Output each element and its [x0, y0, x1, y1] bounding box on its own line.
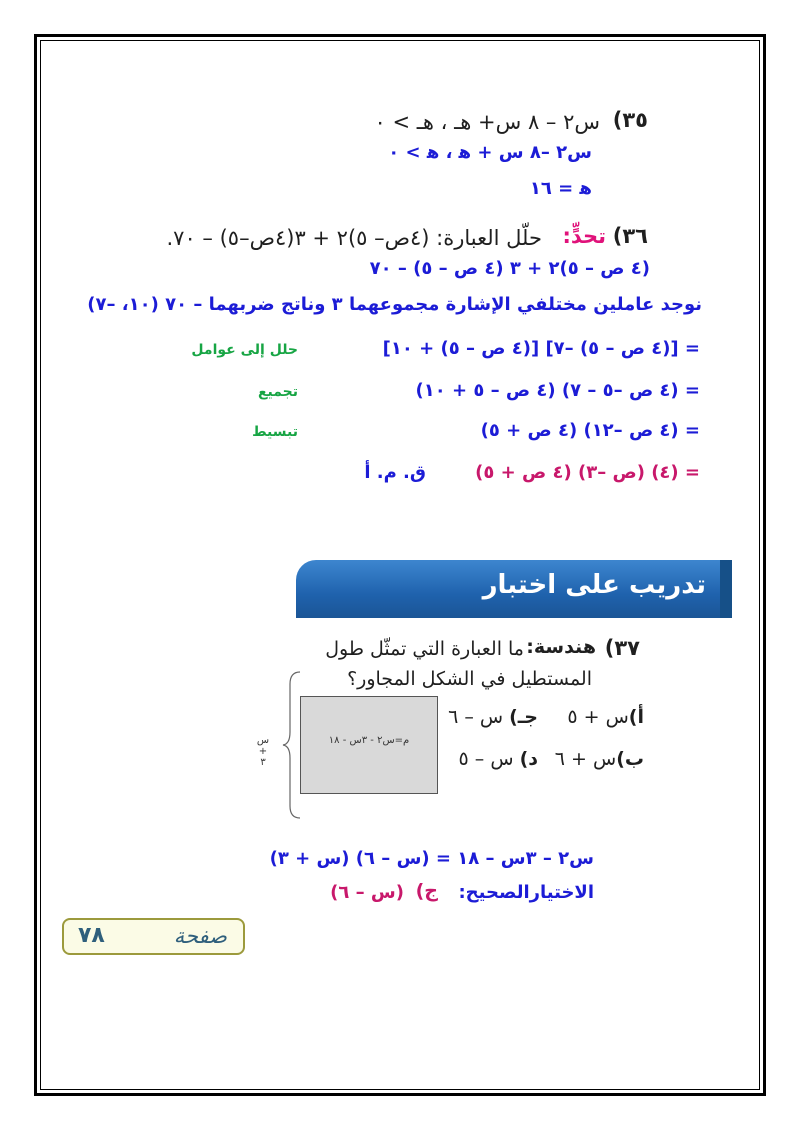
q37-answer-value: (س – ٦) — [330, 882, 404, 903]
figure-side-label: س + ٣ — [256, 735, 270, 768]
q36-number: ٣٦) — [612, 224, 648, 248]
q36-step2-expr: = (٤ ص –٥ – ٧) (٤ ص – ٥ + ١٠) — [415, 380, 700, 401]
q37-option-d-text: س – ٥ — [458, 748, 514, 770]
q37-option-a-letter: أ) — [628, 706, 644, 728]
q37-answer-label: الاختيارالصحيح: — [458, 882, 594, 903]
q37-option-a — [567, 706, 644, 728]
q37-option-b — [555, 748, 644, 770]
q37-problem-line1: ما العبارة التي تمثّل طول — [325, 638, 524, 660]
q35-problem: س٢ – ٨ س+ هـ ، هـ > ٠ — [374, 110, 600, 134]
figure-area-label: م=س٢ - ٣س - ١٨ — [328, 735, 410, 746]
q36-final-prefix — [475, 462, 700, 483]
q37-geometry-label: هندسة: — [526, 636, 596, 658]
q37-option-b-letter: ب) — [616, 748, 644, 770]
q36-step1-note: حلل إلى عوامل — [191, 342, 298, 358]
q37-option-c-letter: جـ) — [509, 706, 538, 728]
banner-tab — [720, 560, 732, 618]
q36-step3-note: تبسيط — [252, 424, 298, 440]
page-number: ٧٨ — [78, 923, 105, 948]
q35-number: ٣٥) — [612, 108, 648, 132]
q36-challenge-label: تحدٍّ: — [562, 224, 606, 248]
practice-test-banner — [296, 560, 732, 618]
q37-number: ٣٧) — [604, 636, 640, 660]
q37-solution-line: س٢ – ٣س – ١٨ = (س – ٦) (س + ٣) — [269, 848, 594, 869]
curly-brace-icon — [282, 670, 302, 820]
q36-final-expr: = (٤) (ص –٣) (٤ ص + ٥) — [475, 462, 700, 483]
page-label: صفحة — [173, 924, 227, 948]
page-number-badge — [62, 918, 245, 955]
banner-label: تدريب على اختبار — [482, 570, 706, 600]
q37-option-b-text: س + ٦ — [554, 748, 617, 770]
q36-step2-note: تجميع — [257, 384, 298, 400]
q37-option-c-text: س – ٦ — [448, 706, 504, 728]
q37-answer-letter: ج) — [415, 880, 438, 902]
q36-step1-expr: = [(٤ ص – ٥) –٧] [(٤ ص – ٥) + ١٠] — [382, 338, 700, 359]
q37-option-d-letter: د) — [519, 748, 538, 770]
q36-final-note: ق. م. أ — [364, 462, 426, 483]
q36-solution-line2: نوجد عاملين مختلفي الإشارة مجموعهما ٣ وناتج ضربهما – ٧٠ (١٠، –٧) — [87, 294, 702, 315]
q35-solution-line2: ﻫ = ١٦ — [529, 178, 592, 199]
q37-problem-line2: المستطيل في الشكل المجاور؟ — [347, 668, 592, 690]
q36-step3-expr: = (٤ ص –١٢) (٤ ص + ٥) — [480, 420, 700, 441]
figure-rectangle — [300, 696, 438, 794]
q36-problem: حلّل العبارة: (٤ص– ٥)٢ + ٣(٤ص–٥) – ٧٠. — [166, 226, 542, 250]
q37-option-d — [459, 748, 538, 770]
q35-solution-line1: س٢ –٨ س + ﻫ ، ﻫ > ٠ — [388, 142, 592, 163]
q37-option-a-text: س + ٥ — [567, 706, 629, 728]
q36-solution-line1: (٤ ص – ٥)٢ + ٣ (٤ ص – ٥) – ٧٠ — [369, 258, 650, 279]
q37-option-c — [448, 706, 538, 728]
